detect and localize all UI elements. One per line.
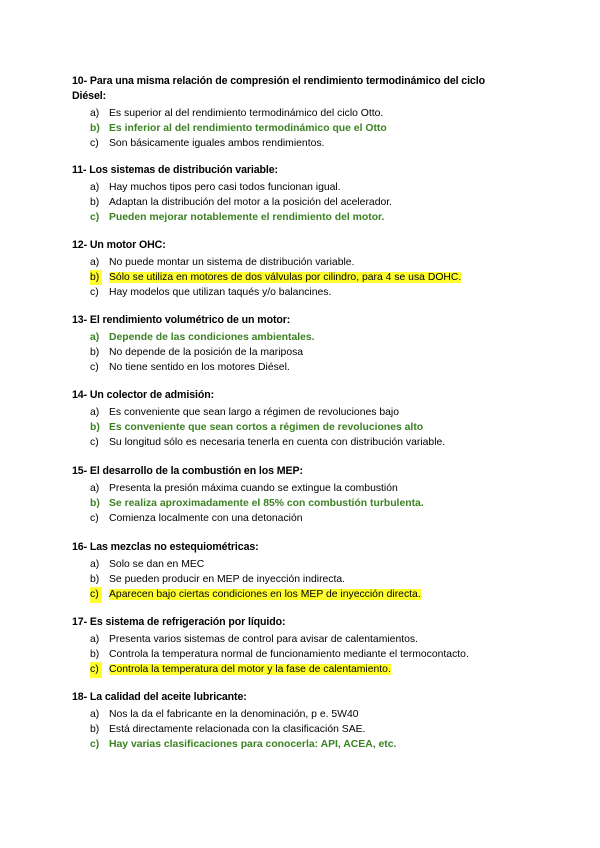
option-b-highlighted: b) Sólo se utiliza en motores de dos válvulas por cilindro, para 4 se usa DOHC.	[72, 270, 532, 285]
option-b: b) Adaptan la distribución del motor a la posición del acelerador.	[90, 197, 393, 209]
option-a: a) Es conveniente que sean largo a régimen de revoluciones bajo	[90, 407, 399, 418]
question-title: 18- La calidad del aceite lubricante:	[72, 691, 247, 703]
option-c: c) Son básicamente iguales ambos rendimientos.	[90, 138, 325, 150]
options-list	[72, 330, 532, 376]
option-a: a) Presenta la presión máxima cuando se extingue la combustión	[90, 483, 398, 494]
question-title: 12- Un motor OHC:	[72, 239, 166, 251]
question-title: 13- El rendimiento volumétrico de un motor:	[72, 314, 291, 326]
option-a: a) Es superior al del rendimiento termodinámico del ciclo Otto.	[90, 108, 384, 119]
question-title: 14- Un colector de admisión:	[72, 389, 215, 401]
option-b: b) Controla la temperatura normal de funcionamiento mediante el termocontacto.	[90, 649, 469, 661]
question-10	[72, 74, 532, 152]
option-b-correct: b) Es inferior al del rendimiento termodinámico que el Otto	[90, 123, 387, 135]
question-17	[72, 615, 532, 678]
option-a: a) Hay muchos tipos pero casi todos funcionan igual.	[90, 182, 341, 193]
option-c: c) No tiene sentido en los motores Diésel.	[90, 362, 290, 374]
option-c-highlighted: c) Controla la temperatura del motor y la fase de calentamiento.	[72, 662, 532, 677]
question-11	[72, 163, 532, 226]
option-c: c) Su longitud sólo es necesaria tenerla en cuenta con distribución variable.	[90, 437, 446, 449]
question-title: 16- Las mezclas no estequiométricas:	[72, 541, 259, 553]
options-list	[72, 632, 532, 678]
question-13	[72, 313, 532, 376]
options-list	[72, 106, 532, 152]
option-b: b) Está directamente relacionada con la clasificación SAE.	[90, 724, 366, 736]
options-list	[72, 707, 532, 753]
option-a: a) Nos la da el fabricante en la denominación, p e. 5W40	[90, 709, 359, 720]
option-c: c) Hay modelos que utilizan taqués y/o balancines.	[90, 287, 332, 299]
options-list	[72, 180, 532, 226]
option-a-correct: a) Depende de las condiciones ambientales.	[90, 332, 315, 343]
options-list	[72, 405, 532, 451]
question-title: 11- Los sistemas de distribución variable:	[72, 164, 278, 176]
option-b-correct: b) Se realiza aproximadamente el 85% con combustión turbulenta.	[90, 498, 424, 510]
option-a: a) Presenta varios sistemas de control para avisar de calentamientos.	[90, 634, 418, 645]
question-15	[72, 464, 532, 527]
question-16	[72, 540, 532, 603]
option-a: a) No puede montar un sistema de distribución variable.	[90, 257, 355, 268]
option-c-highlighted: c) Aparecen bajo ciertas condiciones en los MEP de inyección directa.	[72, 587, 532, 602]
question-title: 10- Para una misma relación de compresión el rendimiento termodinámico del ciclo Diésel:	[72, 75, 485, 102]
question-12	[72, 238, 532, 301]
question-title: 17- Es sistema de refrigeración por líquido:	[72, 616, 286, 628]
question-18	[72, 690, 532, 753]
options-list	[72, 255, 532, 301]
option-c-correct: c) Hay varias clasificaciones para conocerla: API, ACEA, etc.	[90, 739, 397, 751]
options-list	[72, 481, 532, 527]
question-14	[72, 388, 532, 451]
options-list	[72, 557, 532, 603]
option-a: a) Solo se dan en MEC	[90, 559, 205, 570]
option-b: b) Se pueden producir en MEP de inyección indirecta.	[90, 574, 346, 586]
option-b: b) No depende de la posición de la mariposa	[90, 347, 304, 359]
option-c: c) Comienza localmente con una detonación	[90, 513, 303, 525]
option-b-correct: b) Es conveniente que sean cortos a régimen de revoluciones alto	[90, 422, 424, 434]
question-title: 15- El desarrollo de la combustión en los MEP:	[72, 465, 303, 477]
option-c-correct: c) Pueden mejorar notablemente el rendimiento del motor.	[90, 212, 385, 224]
